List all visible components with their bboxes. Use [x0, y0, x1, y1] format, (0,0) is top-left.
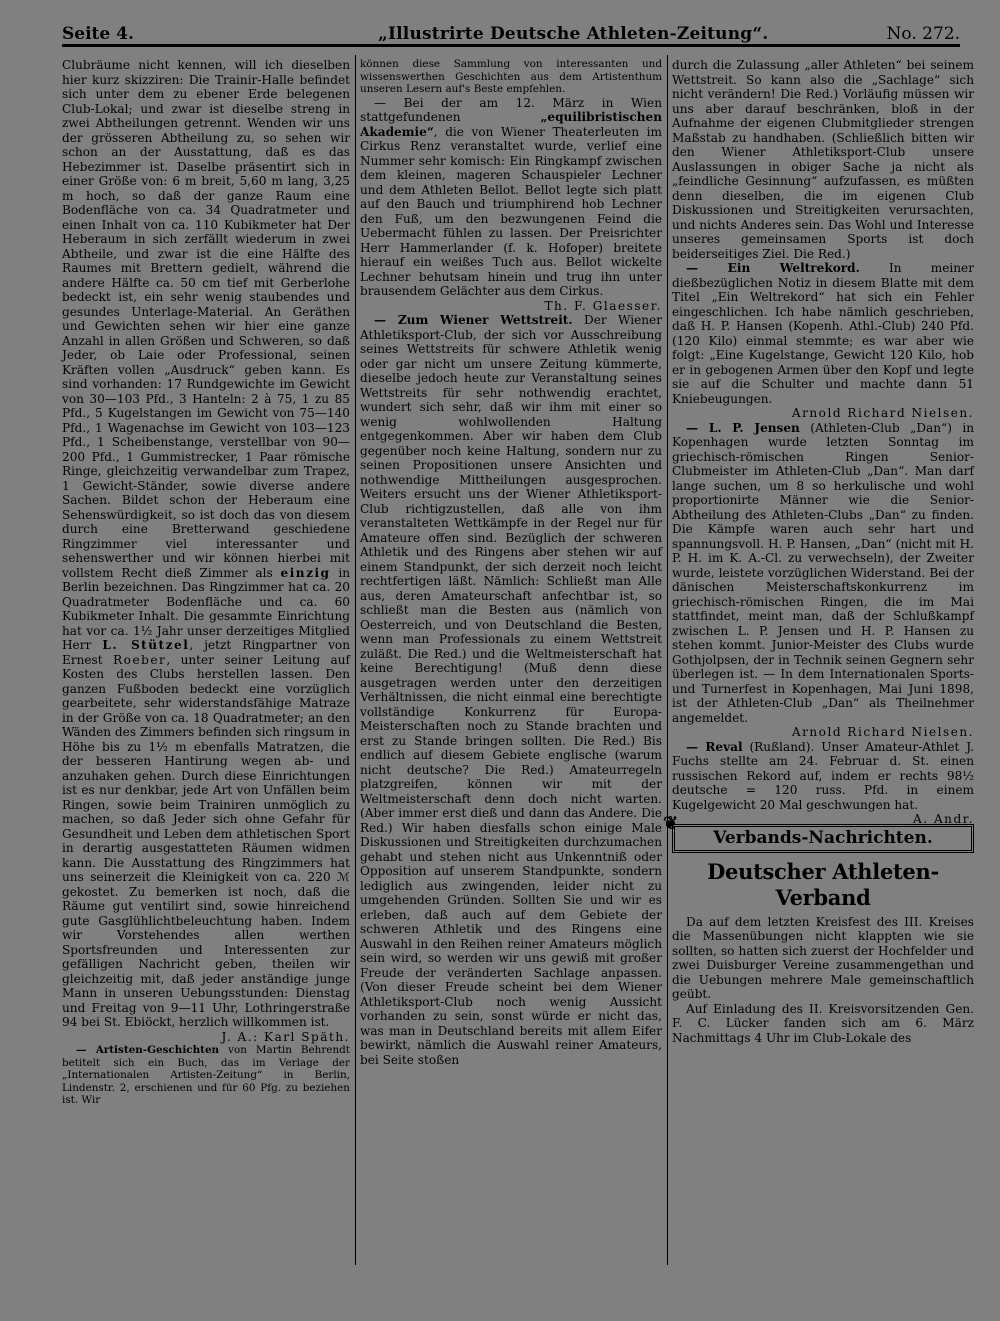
book-notice-continued: können diese Sammlung von interessanten und wissenswerthen Geschichten aus dem Artistenthum unseren Lesern auf's Beste empfehlen. [360, 58, 662, 95]
reval-article [672, 739, 974, 826]
newspaper-title: „Illustrirte Deutsche Athleten-Zeitung“. [378, 24, 769, 44]
notice-title: — Artisten-Geschichten [76, 1044, 220, 1056]
column-1 [62, 58, 350, 1258]
notice-text: von Martin Behrendt betitelt sich ein Buch, das im Verlage der „Internationalen Artisten-Zeitung“ in Berlin, Lindenstr. 2, erschienen und für 60 Pfg. zu beziehen ist. Wir [62, 1044, 350, 1106]
article-text: in Berlin bezeichnen. Das Ringzimmer hat ca. 20 Quadratmeter Bodenfläche und ca. 60 Kubikmeter Inhalt. Die gesammte Einrichtung hat vor ca. 1½ Jahr unser derzeitiges Mitglied Herr [62, 565, 350, 652]
article-text: Clubräume nicht kennen, will ich dieselben hier kurz skizziren: Die Trainir-Halle befindet sich unter dem zu ebener Erde belegenen Club-Lokal; und zwar ist dieselbe streng in zwei Abtheilungen getrennt. Wenden wir uns der grösseren Abtheilung zu, so sehen wir schon an der Ausstattung, daß es das Hebezimmer ist. Daselbe präsentirt sich in einer Größe von: 6 m breit, 5,60 m lang, 3,25 m hoch, so daß der ganze Raum eine Bodenfläche von ca. 34 Quadratmeter und einen Inhalt von ca. 110 Kubikmeter hat Der Heberaum in sich zerfällt wiederum in zwei Abtheile, und zwar ist die eine Hälfte des Raumes mit Brettern gedielt, während die andere Hälfte ca. 50 cm tief mit Gerberlohe bedeckt ist, ein sehr wenig staubendes und gesundes Unterlage-Material. An Geräthen und Gewichten sehen wir hier eine ganze Anzahl in allen Größen und Schweren, so daß Jeder, ob Laie oder Professional, seinen Kräften vollen „Ausdruck“ geben kann. Es sind vorhanden: 17 Rundgewichte im Gewicht von 30—103 Pfd., 3 Hanteln: 2 à 75, 1 zu 85 Pfd., 5 Kugelstangen im Gewicht von 75—140 Pfd., 1 Wagenachse im Gewicht von 103—123 Pfd., 1 Scheibenstange, verstellbar von 90—200 Pfd., 1 Gummistrecker, 1 Paar römische Ringe, gleichzeitig verwandelbar zum Trapez, 1 Gewicht-Ständer, sowie diverse andere Sachen. Bildet schon der Heberaum eine Sehenswürdigkeit, so ist doch das von diesem durch eine Bretterwand geschiedene Ringzimmer viel interessanter und sehenswerther und wir können hierbei mit vollstem Recht dieß Zimmer als [62, 58, 350, 580]
book-notice [62, 1044, 350, 1107]
article-text: In meiner dießbezüglichen Notiz in diesem Blatte mit dem Titel „Ein Weltrekord“ hat sich ein Fehler eingeschlichen. Ich habe nämlich geschrieben, daß H. P. Hansen (Kopenh. Athl.-Club) 240 Pfd. (120 Kilo) einmal stemmte; es war aber wie folgt: „Eine Kugelstange, Gewicht 120 Kilo, hob er in gebogenen Armen über den Kopf und legte sie auf die Schulter und machte dann 51 Kniebeugungen. [672, 261, 974, 406]
vienna-academy-article [360, 96, 662, 299]
column-divider-2 [667, 55, 668, 1265]
article-text: Der Wiener Athletiksport-Club, der sich vor Ausschreibung seines Wettstreits für schwere Athletik wenig oder gar nicht um unsere Zeitung kümmerte, dieselbe jedoch heute zur Veranstaltung seines Wettstreits für sehr nothwendig erachtet, wundert sich sehr, daß wir ihm mit einer so wenig wohlwollenden Haltung entgegenkommen. Aber wir haben dem Club gegenüber noch keine Haltung, sondern nur zu seinen Propositionen unsere Ansichten und nothwendige Mittheilungen ausgesprochen. Weiters ersucht uns der Wiener Athletiksport-Club richtigzustellen, daß alle von ihm veranstalteten Wettkämpfe in der Regel nur für Amateure offen sind. Bezüglich der schweren Athletik und des Ringens aber stehen wir auf einem Standpunkt, der sich derzeit noch leicht rechtfertigen läßt. Nämlich: Schließt man Alle aus, deren Amateurschaft anfechtbar ist, so schließt man die Besten aus (nämlich von Oesterreich, und von Deutschland die Besten, wenn man Professionals zu einem Wettstreit zuläßt. Die Red.) und die Weltmeisterschaft hat keine Berechtigung! (Muß denn diese ausgetragen werden unter den derzeitigen Verhältnissen, die nicht einmal eine berechtigte vollständige Konkurrenz für Europa-Meisterschaften noch zu Stande brachten und erst zu Stande bringen sollten. Die Red.) Bis endlich auf diesem Gebiete englische (warum nicht deutsche? Die Red.) Amateurregeln platzgreifen, können wir mit der Weltmeisterschaft denn doch nicht warten. (Aber immer erst dieß und dann das Andere. Die Red.) Wir haben diesfalls schon einige Male Diskussionen und Streitigkeiten durchzumachen gehabt und stehen nicht aus Unkenntniß oder Opposition auf unserem Standpunkte, sondern lediglich aus zwingenden, leider nicht zu umgehenden Gründen. Sollten Sie und wir es erleben, daß auch auf dem Gebiete der schweren Athletik und des Ringens eine Auswahl in den Reihen reiner Amateurs möglich sein wird, so werden wir uns gewiß mit großer Freude der veränderten Sachlage anpassen. (Von dieser Freude scheint bei dem Wiener Athletiksport-Club noch wenig Aussicht vorhanden zu sein, sonst würde er nicht das, was man in Deutschland bereits mit allem Eifer bewirkt, nämlich die Auswahl reiner Amateurs, bei Seite stoßen [360, 313, 662, 1067]
club-rooms-article [62, 58, 350, 1030]
federation-text: Da auf dem letzten Kreisfest des III. Kreises die Massenübungen nicht klappten wie sie sollten, so hatten sich zuerst der Hochfelder und zwei Duisburger Vereine zusammengethan und die Uebungen mehrere Male gemeinschaftlich geübt. [672, 914, 974, 1001]
signature: Th. F. Glaesser. [544, 298, 662, 313]
federation-title: Deutscher Athleten-Verband [707, 858, 939, 910]
world-record-article [672, 261, 974, 406]
column-3 [663, 58, 974, 1258]
signature: Arnold Richard Nielsen. [791, 406, 974, 420]
emphasis: „equilibristischen Akademie“ [360, 110, 662, 139]
section-title: Verbands-Nachrichten. [713, 828, 933, 848]
person-name: Roeber [113, 652, 167, 667]
article-title: — Ein Weltrekord. [686, 261, 860, 275]
column-2 [360, 58, 662, 1258]
vienna-contest-article [360, 313, 662, 1067]
article-text: (Rußland). Unser Amateur-Athlet J. Fuchs stellte am 24. Februar d. St. einen russischen Rekord auf, indem er rechts 98½ deutsche = 120 russ. Pfd. in einem Kugelgewicht 20 Mal geschwungen hat. [672, 739, 974, 812]
signature: Arnold Richard Nielsen. [791, 725, 974, 739]
article-text: , die von Wiener Theaterleuten im Cirkus Renz veranstaltet wurde, verlief eine Nummer sehr komisch: Ein Ringkampf zwischen dem kleinen, mageren Schauspieler Lechner und dem Athleten Bellot. Bellot legte sich platt auf den Bauch und triumphirend hob Lechner den Fuß, um den bezwungenen Feind die Uebermacht fühlen zu lassen. Der Preisrichter Herr Hammerlander (f. k. Hofoper) breitete hierauf ein weißes Tuch aus. Bellot wickelte Lechner behutsam hinein und trug ihn unter brausendem Gelächter aus dem Cirkus. [360, 124, 662, 298]
page-number: Seite 4. [62, 24, 134, 44]
column-divider-1 [355, 55, 356, 1265]
article-title: — Reval [686, 739, 743, 754]
article-text: (Athleten-Club „Dan“) in Kopenhagen wurde letzten Sonntag im griechisch-römischen Ringen Senior-Clubmeister im Athleten-Club „Dan“. Man darf lange suchen, um 8 so herkulische und wohl proportionirte Männer wie die Senior-Abtheilung des Athleten-Clubs „Dan“ zu finden. Die Kämpfe waren auch sehr hart und spannungsvoll. H. P. Hansen, „Dan“ (nicht mit H. P. H. im K. A.-Cl. zu verwechseln), der Zweiter wurde, leistete vorzüglichen Widerstand. Bei der dänischen Meisterschaftskonkurrenz im griechisch-römischen Ringen, die im Mai stattfindet, meint man, daß der Schlußkampf zwischen L. P. Jensen und H. P. Hansen zu stehen kommt. Junior-Meister des Clubs wurde Gothjolpsen, der in Technik seinen Gegnern sehr überlegen ist. — In dem Internationalen Sports- und Turnerfest in Kopenhagen, Mai Juni 1898, ist der Athleten-Club „Dan“ als Theilnehmer angemeldet. [672, 420, 974, 725]
ornament-icon: ❦ [663, 813, 679, 834]
article-title: — Zum Wiener Wettstreit. [374, 313, 573, 327]
federation-text: Auf Einladung des II. Kreisvorsitzenden Gen. F. C. Lücker fanden sich am 6. März Nachmittags 4 Uhr im Club-Lokale des [672, 1001, 974, 1045]
header-rule [62, 44, 960, 47]
issue-number: No. 272. [886, 24, 960, 44]
article-title: — L. P. Jensen [686, 420, 800, 435]
signature: A. Andr. [913, 812, 974, 826]
signature: J. A.: Karl Späth. [221, 1029, 350, 1044]
article-text: , unter seiner Leitung auf Kosten des Clubs herstellen lassen. Den ganzen Fußboden bedeckt eine vorzüglich gearbeitete, sehr widerstandsfähige Matraze in der Größe von ca. 18 Quadratmeter; an den Wänden des Zimmers befinden sich ringsum in Höhe bis zu 1½ m ebenfalls Matratzen, die der besseren Hantirung wegen ab- und anzuhaken gehen. Durch diese Einrichtungen ist es nur denkbar, jede Art von Unfällen beim Ringen, sowie beim Trainiren unmöglich zu machen, so daß Jeder sich ohne Gefahr für Gesundheit und Leben dem athletischen Sport in derartig ausgestatteten Räumen widmen kann. Die Ausstattung des Ringzimmers hat uns seinerzeit die Kleinigkeit von ca. 220 ℳ gekostet. Zu bemerken ist noch, daß die Räume gut ventilirt sind, sowie hinreichend gute Gasglühlichtbeleuchtung haben. Indem wir Vorstehendes allen werthen Sportsfreunden und Interessenten zur gefälligen Nachricht geben, theilen wir gleichzeitig mit, daß jeder anständige junge Mann in unseren Uebungsstunden: Dienstag und Freitag von 9—11 Uhr, Lothringerstraße 94 bei St. Ebiöckt, herzlich willkommen ist. [62, 652, 350, 1029]
jensen-article [672, 421, 974, 726]
article-text: — Bei der am 12. März in Wien stattgefundenen [360, 95, 662, 124]
emphasis: einzig [280, 565, 331, 580]
article-text: , jetzt Ringpartner von Ernest [62, 638, 350, 667]
person-name: L. Stützel [102, 638, 190, 652]
vienna-contest-continued: durch die Zulassung „aller Athleten“ bei seinem Wettstreit. So kann also die „Sachlage“ sich nicht verändern! Die Red.) Vorläufig müssen wir uns aber darauf beschränken, bloß in der Aufnahme der eigenen Clubmitglieder strengen Maßstab zu handhaben. (Schließlich bitten wir den Wiener Athletiksport-Club unsere Auslassungen in obiger Sache ja nicht als „feindliche Gesinnung“ aufzufassen, es müßten denn dieselben, die im eigenen Club Diskussionen und Streitigkeiten verursachten, und nichts Anderes sein. Das Wohl und Interesse unseres gemeinsamen Sports ist doch beiderseitiges Ziel. Die Red.) [672, 58, 974, 261]
